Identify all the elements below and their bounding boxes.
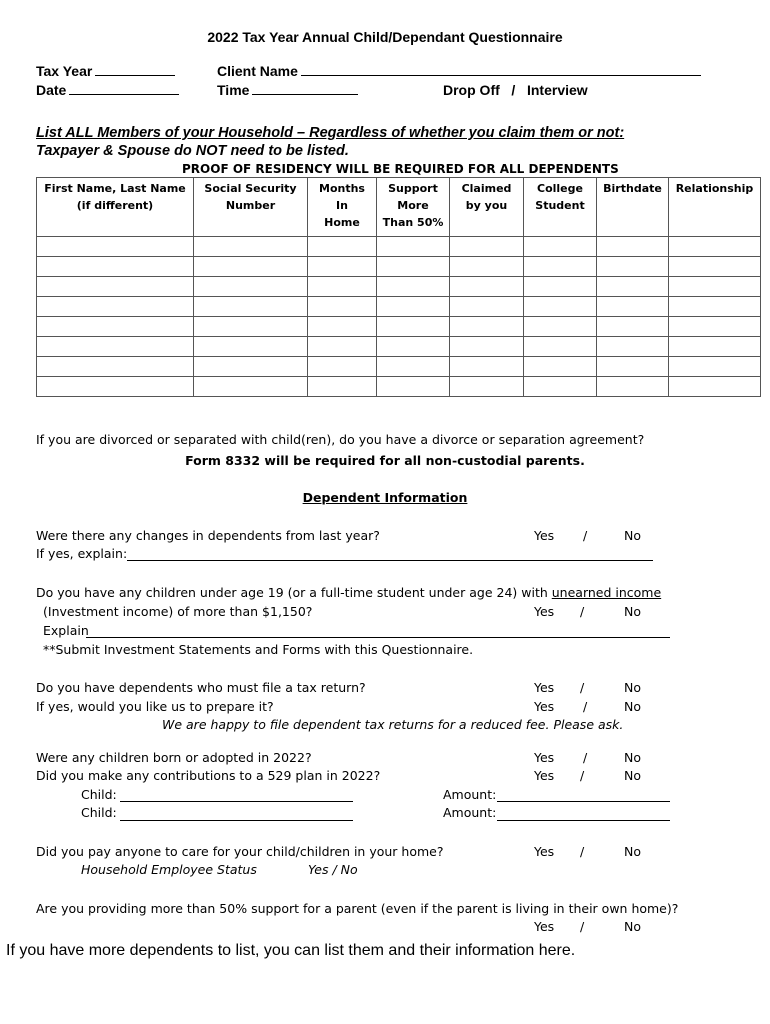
table-cell[interactable]: [194, 277, 308, 297]
table-cell[interactable]: [669, 337, 761, 357]
proof-of-residency-note: PROOF OF RESIDENCY WILL BE REQUIRED FOR ALL DEPENDENTS: [182, 162, 619, 176]
table-cell[interactable]: [597, 337, 669, 357]
amount-label-2: Amount:: [443, 805, 497, 820]
table-cell[interactable]: [194, 337, 308, 357]
q-changes-explain-line[interactable]: [127, 560, 653, 561]
column-header: College Student: [524, 178, 597, 237]
table-cell[interactable]: [37, 337, 194, 357]
table-cell[interactable]: [524, 297, 597, 317]
household-members-table: [36, 177, 761, 397]
column-header: Social Security Number: [194, 178, 308, 237]
table-cell[interactable]: [308, 377, 377, 397]
q-529-no[interactable]: No: [624, 768, 641, 783]
table-cell[interactable]: [524, 257, 597, 277]
q-born-yes[interactable]: Yes: [534, 750, 555, 765]
q-parent: Are you providing more than 50% support for a parent (even if the parent is living in their own home)?: [36, 901, 679, 916]
table-cell[interactable]: [669, 357, 761, 377]
table-header-row: [37, 178, 761, 237]
reduced-fee-note: We are happy to file dependent tax returns for a reduced fee. Please ask.: [162, 717, 624, 732]
table-row: [37, 377, 761, 397]
q-unearned-explain-label: Explain: [43, 623, 89, 638]
table-row: [37, 337, 761, 357]
table-cell[interactable]: [377, 357, 450, 377]
submit-statements-note: **Submit Investment Statements and Forms with this Questionnaire.: [43, 642, 474, 657]
q-prepare: If yes, would you like us to prepare it?: [36, 699, 274, 714]
table-cell[interactable]: [597, 317, 669, 337]
table-cell[interactable]: [308, 257, 377, 277]
q-file-return-yes[interactable]: Yes: [534, 680, 555, 695]
q-file-return-slash: /: [580, 680, 585, 695]
dependent-info-heading: Dependent Information: [302, 490, 468, 505]
table-cell[interactable]: [524, 317, 597, 337]
q-parent-slash: /: [580, 919, 585, 934]
table-cell[interactable]: [37, 237, 194, 257]
table-cell[interactable]: [194, 237, 308, 257]
q-unearned-explain-line[interactable]: [86, 637, 670, 638]
column-header: Claimed by you: [450, 178, 524, 237]
amount-line-1[interactable]: [497, 801, 670, 802]
table-row: [37, 317, 761, 337]
child-line-2[interactable]: [120, 820, 353, 821]
table-cell[interactable]: [597, 297, 669, 317]
table-cell[interactable]: [669, 317, 761, 337]
table-cell[interactable]: [377, 317, 450, 337]
q-care-no[interactable]: No: [624, 844, 641, 859]
table-cell[interactable]: [669, 377, 761, 397]
table-cell[interactable]: [450, 337, 524, 357]
more-dependents-note: If you have more dependents to list, you can list them and their information here.: [6, 942, 576, 959]
household-employee-yes-no[interactable]: Yes / No: [308, 862, 358, 877]
table-row: [37, 297, 761, 317]
client-name-label: Client Name: [217, 63, 298, 79]
table-row: [37, 257, 761, 277]
q-changes-yes[interactable]: Yes: [534, 528, 555, 543]
q-unearned-cont: (Investment income) of more than $1,150?: [43, 604, 313, 619]
q-changes: Were there any changes in dependents from last year?: [36, 528, 380, 543]
table-cell[interactable]: [194, 297, 308, 317]
household-heading: [36, 125, 624, 141]
q-born-slash: /: [583, 750, 588, 765]
client-name-field[interactable]: [217, 63, 701, 79]
table-cell[interactable]: [450, 257, 524, 277]
table-cell[interactable]: [308, 277, 377, 297]
table-cell[interactable]: [37, 257, 194, 277]
household-subheading: Taxpayer & Spouse do NOT need to be listed.: [36, 143, 349, 159]
table-cell[interactable]: [37, 317, 194, 337]
table-cell[interactable]: [524, 237, 597, 257]
column-header: Support More Than 50%: [377, 178, 450, 237]
table-cell[interactable]: [450, 237, 524, 257]
table-cell[interactable]: [308, 357, 377, 377]
table-cell[interactable]: [377, 277, 450, 297]
q-prepare-slash: /: [583, 699, 588, 714]
table-cell[interactable]: [308, 317, 377, 337]
table-cell[interactable]: [194, 377, 308, 397]
table-row: [37, 357, 761, 377]
tax-year-label: Tax Year: [36, 63, 93, 79]
table-cell[interactable]: [308, 237, 377, 257]
column-header: Months In Home: [308, 178, 377, 237]
table-cell[interactable]: [524, 377, 597, 397]
q-529: Did you make any contributions to a 529 plan in 2022?: [36, 768, 381, 783]
q-born-no[interactable]: No: [624, 750, 641, 765]
household-employee-status: Household Employee Status: [81, 862, 257, 877]
tax-year-field[interactable]: [36, 63, 175, 79]
page-title: 2022 Tax Year Annual Child/Dependant Questionnaire: [207, 29, 563, 45]
table-cell[interactable]: [597, 357, 669, 377]
table-cell[interactable]: [308, 297, 377, 317]
q-changes-no[interactable]: No: [624, 528, 641, 543]
unearned-income-term: unearned income: [551, 585, 662, 600]
child-label-1: Child:: [81, 787, 117, 802]
q-care: Did you pay anyone to care for your child/children in your home?: [36, 844, 444, 859]
table-cell[interactable]: [377, 337, 450, 357]
q-care-yes[interactable]: Yes: [534, 844, 555, 859]
form-8332-note: Form 8332 will be required for all non-custodial parents.: [185, 453, 585, 468]
q-529-slash: /: [580, 768, 585, 783]
table-cell[interactable]: [450, 297, 524, 317]
child-label-2: Child:: [81, 805, 117, 820]
table-cell[interactable]: [597, 377, 669, 397]
time-field[interactable]: [217, 82, 358, 98]
q-prepare-no[interactable]: No: [624, 699, 641, 714]
household-heading-line1: List ALL Members of your Household – Regardless of whether you claim them or not:: [36, 125, 625, 141]
q-unearned-yes[interactable]: Yes: [534, 604, 555, 619]
table-cell[interactable]: [597, 277, 669, 297]
table-cell[interactable]: [597, 237, 669, 257]
table-cell[interactable]: [597, 257, 669, 277]
q-parent-yes[interactable]: Yes: [534, 919, 555, 934]
q-unearned: [36, 585, 661, 600]
table-cell[interactable]: [524, 357, 597, 377]
table-cell[interactable]: [450, 277, 524, 297]
q-born: Were any children born or adopted in 2022?: [36, 750, 312, 765]
q-changes-explain-label: If yes, explain:: [36, 546, 128, 561]
table-cell[interactable]: [377, 297, 450, 317]
table-cell[interactable]: [450, 377, 524, 397]
table-cell[interactable]: [524, 277, 597, 297]
amount-line-2[interactable]: [497, 820, 670, 821]
q-care-slash: /: [580, 844, 585, 859]
table-cell[interactable]: [194, 357, 308, 377]
table-cell[interactable]: [450, 317, 524, 337]
q-529-yes[interactable]: Yes: [534, 768, 555, 783]
table-cell[interactable]: [524, 337, 597, 357]
table-cell[interactable]: [377, 377, 450, 397]
q-unearned-no[interactable]: No: [624, 604, 641, 619]
amount-label-1: Amount:: [443, 787, 497, 802]
q-changes-slash: /: [583, 528, 588, 543]
q-unearned-text: Do you have any children under age 19 (or a full-time student under age 24) with: [36, 585, 552, 600]
table-cell[interactable]: [450, 357, 524, 377]
table-cell[interactable]: [37, 277, 194, 297]
divorce-question: If you are divorced or separated with child(ren), do you have a divorce or separation agreement?: [36, 432, 645, 447]
table-cell[interactable]: [377, 257, 450, 277]
table-cell[interactable]: [308, 337, 377, 357]
table-cell[interactable]: [37, 297, 194, 317]
table-row: [37, 277, 761, 297]
table-cell[interactable]: [669, 237, 761, 257]
q-parent-no[interactable]: No: [624, 919, 641, 934]
table-cell[interactable]: [377, 237, 450, 257]
column-header: Birthdate: [597, 178, 669, 237]
table-cell[interactable]: [37, 357, 194, 377]
child-line-1[interactable]: [120, 801, 353, 802]
q-file-return: Do you have dependents who must file a tax return?: [36, 680, 366, 695]
table-cell[interactable]: [669, 277, 761, 297]
table-row: [37, 237, 761, 257]
drop-off-interview[interactable]: Drop Off / Interview: [443, 82, 588, 98]
table-cell[interactable]: [669, 297, 761, 317]
q-unearned-slash: /: [580, 604, 585, 619]
column-header: First Name, Last Name (if different): [37, 178, 194, 237]
table-cell[interactable]: [37, 377, 194, 397]
table-cell[interactable]: [669, 257, 761, 277]
column-header: Relationship: [669, 178, 761, 237]
date-field[interactable]: [36, 82, 179, 98]
time-label: Time: [217, 82, 250, 98]
q-prepare-yes[interactable]: Yes: [534, 699, 555, 714]
table-cell[interactable]: [194, 257, 308, 277]
q-file-return-no[interactable]: No: [624, 680, 641, 695]
table-cell[interactable]: [194, 317, 308, 337]
date-label: Date: [36, 82, 67, 98]
